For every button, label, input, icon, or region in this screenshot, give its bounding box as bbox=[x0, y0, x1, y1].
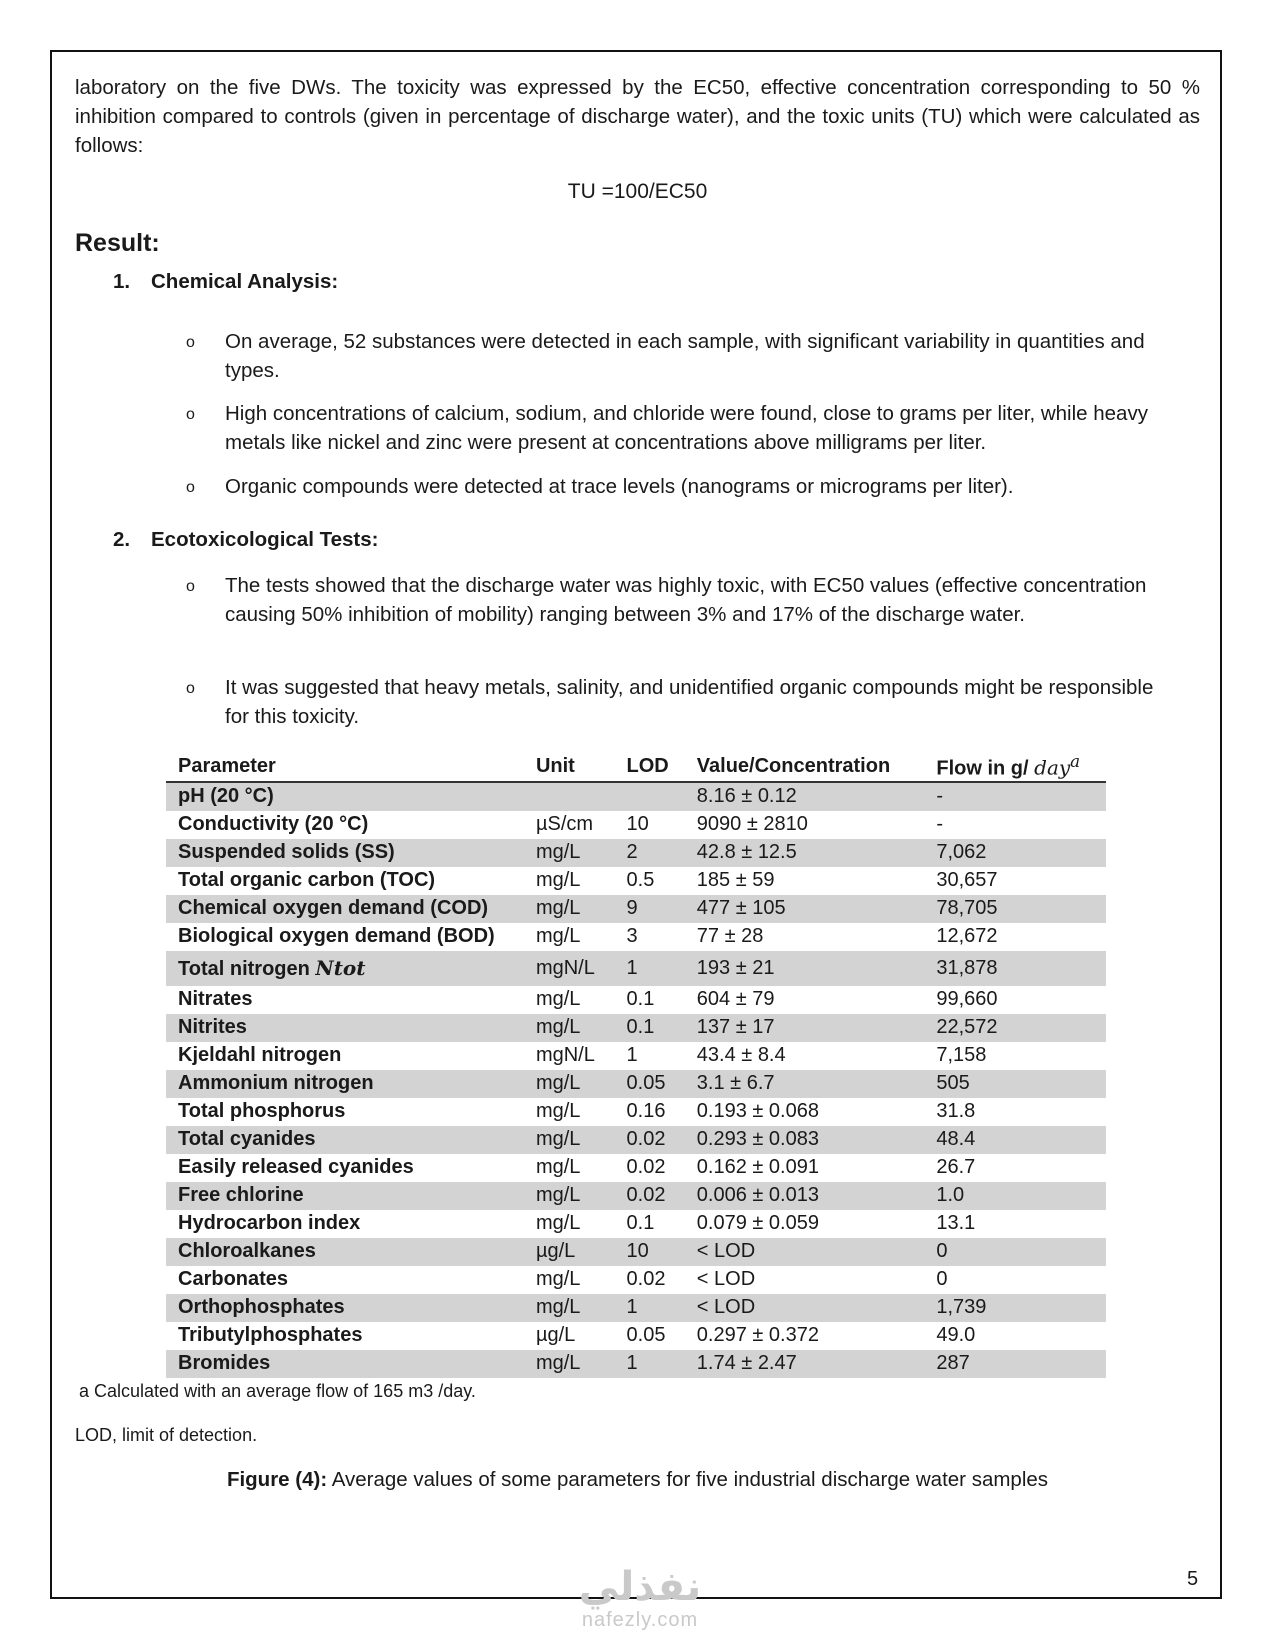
cell-lod bbox=[615, 782, 685, 811]
cell-parameter bbox=[166, 1182, 524, 1210]
table-row bbox=[166, 1266, 1106, 1294]
cell-lod: 3 bbox=[626, 925, 638, 948]
header-unit: Unit bbox=[524, 752, 615, 782]
cell-parameter bbox=[166, 1014, 524, 1042]
cell-lod: 1 bbox=[615, 1350, 685, 1378]
table-row bbox=[166, 923, 1106, 951]
tu-formula: TU =100/EC50 bbox=[567, 180, 708, 203]
cell-value: 9090 ± 2810 bbox=[696, 813, 808, 836]
cell-parameter-text: pH (20 °C) bbox=[178, 785, 274, 808]
cell-flow: 78,705 bbox=[924, 895, 1106, 923]
cell-parameter-text: Tributylphosphates bbox=[178, 1324, 363, 1347]
table-row bbox=[166, 1182, 1106, 1210]
cell-flow: 7,158 bbox=[936, 1044, 987, 1067]
cell-lod: 0.1 bbox=[615, 1014, 685, 1042]
cell-lod: 0.1 bbox=[626, 1212, 655, 1235]
table-header-row bbox=[166, 752, 1106, 782]
cell-value: 604 ± 79 bbox=[696, 988, 775, 1011]
cell-unit: µg/L bbox=[524, 1238, 615, 1266]
table-row bbox=[166, 1042, 1106, 1070]
cell-value: 0.006 ± 0.013 bbox=[685, 1182, 925, 1210]
cell-flow: 48.4 bbox=[924, 1126, 1106, 1154]
cell-parameter bbox=[166, 782, 524, 811]
cell-flow: 287 bbox=[924, 1350, 1106, 1378]
result-heading: Result: bbox=[75, 229, 160, 257]
cell-parameter bbox=[166, 951, 524, 986]
bullet-text: It was suggested that heavy metals, salinity, and unidentified organic compounds might be responsible for this toxicity. bbox=[225, 676, 1154, 728]
cell-parameter-text: Kjeldahl nitrogen bbox=[178, 1044, 342, 1067]
table-row bbox=[166, 782, 1106, 811]
cell-unit: µg/L bbox=[535, 1324, 576, 1347]
cell-unit: mg/L bbox=[524, 1182, 615, 1210]
cell-parameter bbox=[166, 839, 524, 867]
table-row bbox=[166, 1126, 1106, 1154]
header-value: Value/Concentration bbox=[685, 752, 925, 782]
watermark-logo bbox=[540, 1565, 740, 1632]
header-flow-day: day bbox=[1034, 755, 1071, 780]
cell-parameter-text: Total cyanides bbox=[178, 1128, 316, 1151]
header-parameter: Parameter bbox=[166, 752, 524, 782]
cell-unit bbox=[524, 782, 615, 811]
cell-parameter bbox=[166, 1126, 524, 1154]
watermark-logo-text: نفذلي bbox=[578, 1565, 702, 1609]
cell-unit: mgN/L bbox=[535, 1044, 595, 1067]
cell-unit: mg/L bbox=[535, 1268, 581, 1291]
cell-unit: mg/L bbox=[524, 895, 615, 923]
cell-parameter bbox=[166, 1294, 524, 1322]
figure-caption-text: Average values of some parameters for five industrial discharge water samples bbox=[327, 1468, 1049, 1491]
cell-unit: mg/L bbox=[535, 1100, 581, 1123]
cell-parameter bbox=[166, 986, 524, 1014]
cell-parameter-text: Biological oxygen demand (BOD) bbox=[178, 925, 495, 948]
cell-unit: mg/L bbox=[535, 925, 581, 948]
cell-parameter bbox=[166, 811, 524, 839]
header-flow-prefix: Flow in g/ bbox=[936, 757, 1035, 780]
cell-parameter-text: Conductivity (20 °C) bbox=[178, 813, 369, 836]
cell-lod: 1 bbox=[626, 1044, 638, 1067]
cell-parameter-text: Free chlorine bbox=[178, 1184, 304, 1207]
cell-parameter bbox=[166, 895, 524, 923]
cell-unit: mgN/L bbox=[524, 951, 615, 986]
cell-parameter-text: Easily released cyanides bbox=[178, 1156, 414, 1179]
cell-parameter-text: Suspended solids (SS) bbox=[178, 841, 395, 864]
intro-paragraph: laboratory on the five DWs. The toxicity was expressed by the EC50, effective concentration corresponding to 50 % inhibition compared to controls (given in percentage of discharge water), and the toxic units (TU) which were calculated as follows: bbox=[75, 76, 1200, 157]
cell-value: < LOD bbox=[685, 1238, 925, 1266]
cell-unit: mg/L bbox=[535, 869, 581, 892]
table-row bbox=[166, 839, 1106, 867]
cell-lod: 10 bbox=[626, 813, 649, 836]
cell-flow: 13.1 bbox=[936, 1212, 976, 1235]
section-number: 2. bbox=[113, 528, 131, 551]
table-row bbox=[166, 951, 1106, 986]
cell-value: 77 ± 28 bbox=[696, 925, 764, 948]
cell-parameter bbox=[166, 1266, 524, 1294]
cell-parameter bbox=[166, 867, 524, 895]
cell-unit: mg/L bbox=[524, 1294, 615, 1322]
cell-value: 42.8 ± 12.5 bbox=[685, 839, 925, 867]
bullet-text: On average, 52 substances were detected in each sample, with significant variability in quantities and types. bbox=[225, 330, 1145, 382]
cell-parameter-text: Bromides bbox=[178, 1352, 271, 1375]
cell-value: 137 ± 17 bbox=[685, 1014, 925, 1042]
table-row bbox=[166, 1070, 1106, 1098]
cell-parameter-math: Ntot bbox=[315, 955, 366, 980]
cell-value: < LOD bbox=[685, 1294, 925, 1322]
cell-lod: 9 bbox=[615, 895, 685, 923]
bullet-text: Organic compounds were detected at trace levels (nanograms or micrograms per liter). bbox=[225, 475, 1014, 498]
section-chemical-analysis-title bbox=[113, 270, 338, 294]
table-row bbox=[166, 1322, 1106, 1350]
cell-value: 477 ± 105 bbox=[685, 895, 925, 923]
cell-flow: 26.7 bbox=[936, 1156, 976, 1179]
bullet-marker-icon: o bbox=[186, 680, 195, 697]
cell-flow: 7,062 bbox=[924, 839, 1106, 867]
cell-unit: mg/L bbox=[535, 988, 581, 1011]
table-row bbox=[166, 1154, 1106, 1182]
figure-caption-label: Figure (4): bbox=[226, 1468, 328, 1491]
cell-parameter bbox=[166, 1238, 524, 1266]
bullet-marker-icon: o bbox=[186, 578, 195, 595]
cell-flow: 30,657 bbox=[936, 869, 998, 892]
cell-flow: - bbox=[924, 782, 1106, 811]
cell-lod: 0.16 bbox=[626, 1100, 666, 1123]
cell-lod: 0.05 bbox=[626, 1324, 666, 1347]
cell-parameter-text: Hydrocarbon index bbox=[178, 1212, 361, 1235]
cell-flow: 22,572 bbox=[924, 1014, 1106, 1042]
parameters-table bbox=[166, 752, 1106, 1378]
cell-parameter bbox=[166, 923, 524, 951]
table-row bbox=[166, 895, 1106, 923]
cell-parameter bbox=[166, 1154, 524, 1182]
cell-parameter-text: Total phosphorus bbox=[178, 1100, 346, 1123]
table-row bbox=[166, 1210, 1106, 1238]
cell-lod: 10 bbox=[615, 1238, 685, 1266]
cell-lod: 1 bbox=[615, 951, 685, 986]
cell-parameter bbox=[166, 1322, 524, 1350]
table-row bbox=[166, 1350, 1106, 1378]
bullet-text: High concentrations of calcium, sodium, and chloride were found, close to grams per liter, while heavy metals like nickel and zinc were present at concentrations above milligrams per liter. bbox=[225, 402, 1148, 454]
bullet-marker-icon: o bbox=[186, 334, 195, 351]
cell-lod: 0.02 bbox=[626, 1268, 666, 1291]
watermark-site-text: nafezly.com bbox=[581, 1609, 699, 1631]
footnote-lod: LOD, limit of detection. bbox=[75, 1425, 258, 1445]
cell-unit: µS/cm bbox=[535, 813, 594, 836]
table-row bbox=[166, 1014, 1106, 1042]
cell-flow: 31.8 bbox=[936, 1100, 976, 1123]
header-flow bbox=[924, 752, 1106, 782]
section-title-text: Ecotoxicological Tests: bbox=[151, 528, 379, 551]
cell-value: 0.079 ± 0.059 bbox=[696, 1212, 819, 1235]
cell-parameter-text: Nitrites bbox=[178, 1016, 247, 1039]
cell-value: < LOD bbox=[696, 1268, 756, 1291]
cell-lod: 0.02 bbox=[615, 1182, 685, 1210]
cell-value: 193 ± 21 bbox=[685, 951, 925, 986]
cell-parameter-text: Total nitrogen bbox=[178, 957, 316, 980]
cell-unit: mg/L bbox=[535, 1212, 581, 1235]
section-number: 1. bbox=[113, 270, 131, 293]
figure-caption bbox=[0, 1468, 1275, 1492]
bullet-text: The tests showed that the discharge water was highly toxic, with EC50 values (effective concentration causing 50% inhibition of mobility) ranging between 3% and 17% of the discharge water. bbox=[225, 574, 1147, 626]
cell-flow: 1.0 bbox=[924, 1182, 1106, 1210]
table-row bbox=[166, 1294, 1106, 1322]
cell-unit: mg/L bbox=[535, 1156, 581, 1179]
cell-flow: 12,672 bbox=[936, 925, 998, 948]
cell-value: 185 ± 59 bbox=[696, 869, 775, 892]
cell-value: 0.193 ± 0.068 bbox=[696, 1100, 819, 1123]
cell-value: 8.16 ± 0.12 bbox=[685, 782, 925, 811]
cell-lod: 2 bbox=[615, 839, 685, 867]
cell-lod: 1 bbox=[615, 1294, 685, 1322]
cell-flow: 0 bbox=[936, 1268, 948, 1291]
cell-parameter-text: Chloroalkanes bbox=[178, 1240, 316, 1263]
cell-lod: 0.5 bbox=[626, 869, 655, 892]
cell-parameter bbox=[166, 1070, 524, 1098]
cell-parameter-text: Ammonium nitrogen bbox=[178, 1072, 374, 1095]
table-row bbox=[166, 1098, 1106, 1126]
page-number: 5 bbox=[1187, 1568, 1199, 1590]
header-flow-superscript: a bbox=[1070, 752, 1081, 771]
cell-value: 3.1 ± 6.7 bbox=[685, 1070, 925, 1098]
table-row bbox=[166, 1238, 1106, 1266]
section-title-text: Chemical Analysis: bbox=[151, 270, 339, 293]
header-lod: LOD bbox=[615, 752, 685, 782]
cell-flow: 31,878 bbox=[924, 951, 1106, 986]
cell-parameter-text: Chemical oxygen demand (COD) bbox=[178, 897, 489, 920]
cell-parameter-text: Nitrates bbox=[178, 988, 253, 1011]
cell-flow: 0 bbox=[924, 1238, 1106, 1266]
cell-lod: 0.1 bbox=[626, 988, 655, 1011]
cell-value: 1.74 ± 2.47 bbox=[685, 1350, 925, 1378]
footnote-flow: a Calculated with an average flow of 165 m3 /day. bbox=[79, 1381, 476, 1401]
cell-parameter-text: Carbonates bbox=[178, 1268, 289, 1291]
cell-flow: 505 bbox=[924, 1070, 1106, 1098]
table-row bbox=[166, 867, 1106, 895]
cell-parameter bbox=[166, 1098, 524, 1126]
bullet-marker-icon: o bbox=[186, 479, 195, 496]
section-ecotoxicological-tests-title bbox=[113, 528, 378, 552]
cell-parameter-text: Total organic carbon (TOC) bbox=[178, 869, 436, 892]
cell-lod: 0.05 bbox=[615, 1070, 685, 1098]
cell-lod: 0.02 bbox=[615, 1126, 685, 1154]
cell-unit: mg/L bbox=[524, 1014, 615, 1042]
cell-value: 0.162 ± 0.091 bbox=[696, 1156, 819, 1179]
cell-flow: 99,660 bbox=[936, 988, 998, 1011]
cell-value: 0.293 ± 0.083 bbox=[685, 1126, 925, 1154]
cell-parameter bbox=[166, 1042, 524, 1070]
cell-unit: mg/L bbox=[524, 839, 615, 867]
cell-unit: mg/L bbox=[524, 1070, 615, 1098]
cell-flow: 1,739 bbox=[924, 1294, 1106, 1322]
cell-unit: mg/L bbox=[524, 1126, 615, 1154]
cell-unit: mg/L bbox=[524, 1350, 615, 1378]
cell-lod: 0.02 bbox=[626, 1156, 666, 1179]
table-row bbox=[166, 986, 1106, 1014]
cell-parameter-text: Orthophosphates bbox=[178, 1296, 345, 1319]
table-row bbox=[166, 811, 1106, 839]
cell-parameter bbox=[166, 1210, 524, 1238]
bullet-marker-icon: o bbox=[186, 406, 195, 423]
cell-flow: - bbox=[936, 813, 944, 836]
table-body bbox=[166, 782, 1106, 1378]
cell-value: 0.297 ± 0.372 bbox=[696, 1324, 819, 1347]
cell-parameter bbox=[166, 1350, 524, 1378]
cell-value: 43.4 ± 8.4 bbox=[696, 1044, 786, 1067]
cell-flow: 49.0 bbox=[936, 1324, 976, 1347]
